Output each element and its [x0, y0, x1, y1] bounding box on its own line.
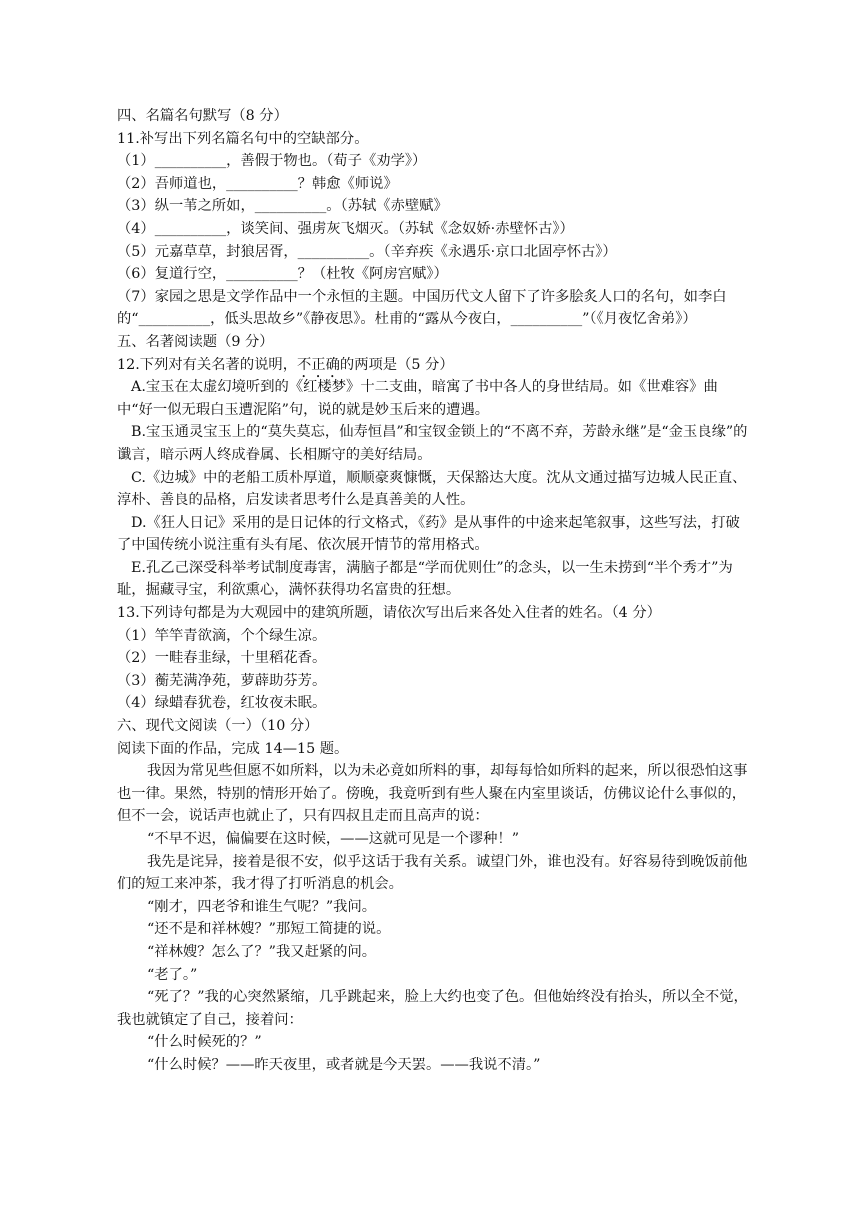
passage-paragraph-9: “什么时候死的？” — [147, 1034, 262, 1051]
passage-paragraph-8: “死了？”我的心突然紧缩，几乎跳起来，脸上大约也变了色。但他始终没有抬头，所以全不觉，我也就镇定了自己，接着问： — [117, 989, 748, 1028]
q11-item-6: （6）复道行空，__________？（杜牧《阿房宫赋》） — [117, 266, 448, 283]
q11-item-4: （4）__________，谈笑间、强虏灰飞烟灭。（苏轼《念奴娇·赤壁怀古》） — [117, 220, 574, 237]
passage-paragraph-2: “不早不迟，偏偏要在这时候，——这就可见是一个谬种！” — [147, 831, 520, 847]
q12-stem — [117, 354, 753, 377]
q12-stem-after: 的两项是（5 分） — [339, 356, 454, 373]
passage-paragraph-7: “老了。” — [147, 966, 198, 983]
passage-paragraph-10: “什么时候？——昨天夜里，或者就是今天罢。——我说不清。” — [147, 1056, 541, 1073]
q11-item-7: （7）家园之思是文学作品中一个永恒的主题。中国历代文人留下了许多脍炙人口的名句，如李白的“__________，低头思故乡”《静夜思》。杜甫的“露从今夜白，__________”（《月夜忆舍弟》） — [117, 288, 727, 328]
passage-paragraph-3: 我先是诧异，接着是很不安，似乎这话于我有关系。诚望门外，谁也没有。好容易待到晚饭前他们的短工来冲茶，我才得了打听消息的机会。 — [117, 853, 748, 893]
q13-item-4: （4）绿蜡春犹卷，红妆夜未眠。 — [117, 695, 327, 712]
section4-heading: 四、名篇名句默写（8 分） — [117, 108, 288, 124]
q11-item-5: （5）元嘉草草，封狼居胥，__________。（辛弃疾《永遇乐·京口北固亭怀古》） — [117, 243, 617, 260]
q13-item-3: （3）蘅芜满净苑，萝薜助芬芳。 — [117, 672, 327, 689]
q12-option-c: C.《边城》中的老船工质朴厚道，顺顺豪爽慷慨，天保豁达大度。沈从文通过描写边城人民正直、淳朴、善良的品格，启发读者思考什么是真善美的人性。 — [117, 469, 747, 509]
q11-stem: 11.补写出下列名篇名句中的空缺部分。 — [117, 130, 369, 147]
q13-item-1: （1）竿竿青欲滴，个个绿生凉。 — [117, 627, 327, 644]
q11-item-1: （1）__________，善假于物也。（荀子《劝学》） — [117, 153, 427, 170]
q11-item-2: （2）吾师道也，__________？韩愈《师说》 — [117, 175, 398, 192]
passage-paragraph-1: 我因为常见些但愿不如所料，以为未必竟如所料的事，却每每恰如所料的起来，所以很恐怕这事也一律。果然，特别的情形开始了。傍晚，我竟听到有些人聚在内室里谈话，仿佛议论什么事似的，但不一会，说话声也就止了，只有四叔且走而且高声的说： — [117, 763, 748, 825]
passage-paragraph-6: “祥林嫂？怎么了？”我又赶紧的问。 — [147, 943, 377, 960]
q12-option-d: D.《狂人日记》采用的是日记体的行文格式，《药》是从事件的中途来起笔叙事，这些写法，打破了中国传统小说注重有头有尾、依次展开情节的常用格式。 — [117, 514, 740, 554]
section5-heading: 五、名著阅读题（9 分） — [117, 333, 274, 350]
q12-option-e: E.孔乙己深受科举考试制度毒害，满脑子都是“学而优则仕”的念头，以一生未捞到“半个秀才”为耻，掘藏寻宝，利欲熏心，满怀获得功名富贵的狂想。 — [117, 559, 733, 599]
reading-intro: 阅读下面的作品，完成 14—15 题。 — [117, 740, 349, 757]
section6-heading: 六、现代文阅读（一）（10 分） — [117, 718, 319, 735]
q11-item-3: （3）纵一苇之所如，__________。（苏轼《赤壁赋》 — [117, 198, 448, 215]
q12-option-b: B.宝玉通灵宝玉上的“莫失莫忘，仙寿恒昌”和宝钗金锁上的“不离不弃，芳龄永继”是“金玉良缘”的谶言，暗示两人终成眷属、长相厮守的美好结局。 — [117, 424, 748, 463]
q12-stem-before: 12.下列对有关名著的说明， — [117, 356, 298, 373]
exam-page — [117, 105, 753, 1077]
q12-stem-emphasis: 不正确 — [297, 356, 340, 373]
passage-paragraph-4: “刚才，四老爷和谁生气呢？”我问。 — [147, 898, 377, 915]
q13-item-2: （2）一畦春韭绿，十里稻花香。 — [117, 650, 327, 667]
q13-stem: 13.下列诗句都是为大观园中的建筑所题，请依次写出后来各处入住者的姓名。（4 分） — [117, 605, 661, 622]
passage-paragraph-5: “还不是和祥林嫂？”那短工简捷的说。 — [147, 921, 391, 938]
q12-option-a: A.宝玉在太虚幻境听到的《红楼梦》十二支曲，暗寓了书中各人的身世结局。如《世难容》曲中“好一似无瑕白玉遭泥陷”句，说的就是妙玉后来的遭遇。 — [117, 379, 718, 418]
